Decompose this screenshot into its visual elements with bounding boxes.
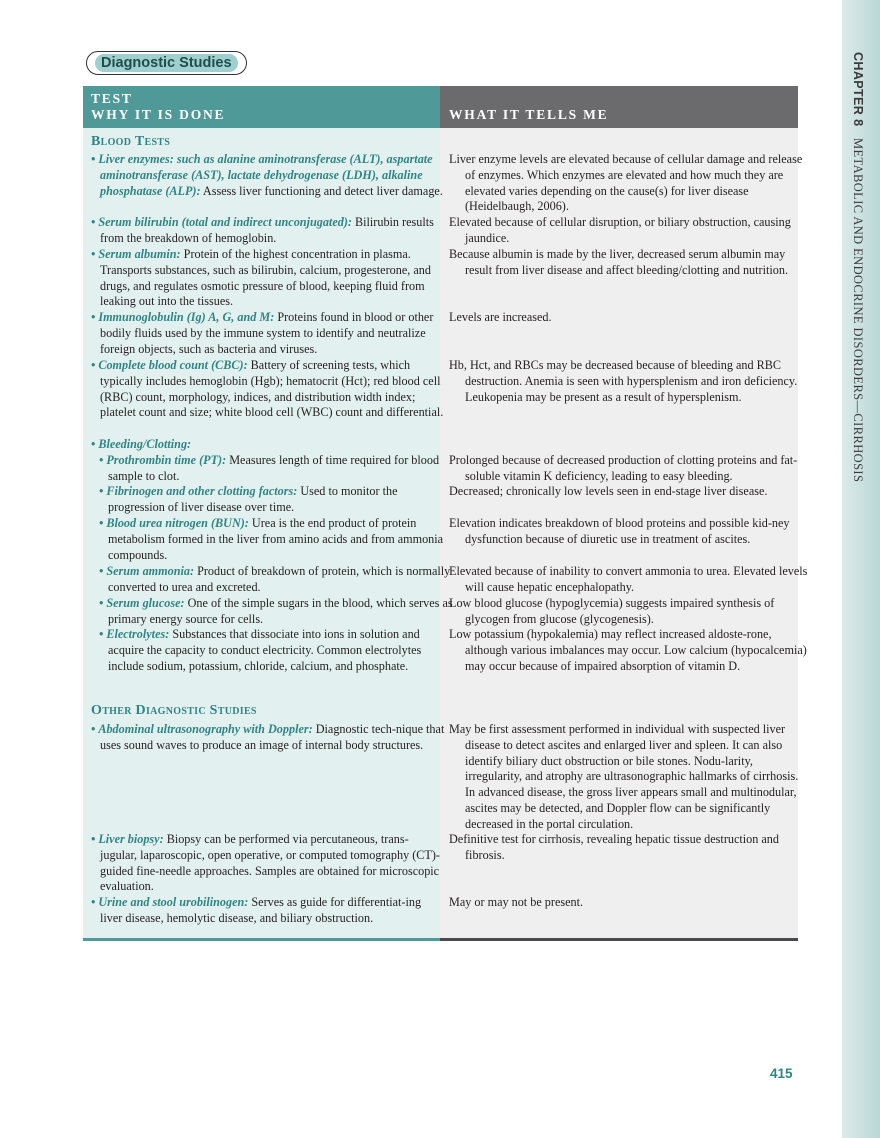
bottom-rule-left [83, 938, 440, 941]
test-term: Prothrombin time (PT): [106, 453, 227, 467]
test-desc: Serves as guide for differentiat-ing liver disease, hemolytic disease, and biliary obstruction. [100, 895, 422, 925]
test-term: Abdominal ultrasonography with Doppler: [98, 722, 313, 736]
test-desc: Proteins found in blood or other bodily fluids used by the immune system to identify and neutralize foreign objects, such as bacteria and viruses. [100, 310, 434, 356]
test-desc: Used to monitor the progression of liver disease over time. [108, 484, 398, 514]
test-desc: Bilirubin results from the breakdown of hemoglobin. [100, 215, 434, 245]
right-column-header [440, 86, 798, 128]
test-serum-glucose [91, 596, 453, 628]
bullet: • [91, 152, 96, 166]
test-term: Liver enzymes: such as alanine aminotransferase (ALT), aspartate aminotransferase (AST), lactate dehydrogenase (LDH), alkaline phosphatase (ALP): [98, 152, 433, 198]
blood-tests-heading: Blood Tests [91, 134, 171, 149]
bullet: • [91, 215, 96, 229]
bullet: • [99, 453, 104, 467]
header-why: WHY IT IS DONE [91, 107, 226, 122]
test-desc: Diagnostic tech-nique that uses sound waves to produce an image of internal body structures. [100, 722, 445, 752]
test-term: Urine and stool urobilinogen: [98, 895, 249, 909]
test-term: Serum ammonia: [106, 564, 195, 578]
result-urine-stool-urobilinogen: May or may not be present. [449, 895, 584, 909]
test-electrolytes [91, 627, 453, 674]
bullet: • [99, 627, 104, 641]
test-desc: Measures length of time required for blood sample to clot. [108, 453, 440, 483]
left-column-header [83, 86, 440, 128]
page-title: Diagnostic Studies [95, 54, 238, 72]
test-term: Blood urea nitrogen (BUN): [106, 516, 249, 530]
result-fibrinogen: Decreased; chronically low levels seen in end-stage liver disease. [449, 484, 768, 498]
chapter-side-label [850, 52, 865, 482]
test-term: Fibrinogen and other clotting factors: [106, 484, 298, 498]
test-desc: Biopsy can be performed via percutaneous, trans-jugular, laparoscopic, open operative, or computed tomography (CT)-guided fine-needle approaches. Samples are obtained for microscopic evaluation. [100, 832, 440, 894]
result-bun: Elevation indicates breakdown of blood proteins and possible kid-ney dysfunction because of diuretic use in treatment of ascites. [449, 516, 790, 546]
test-term: Serum glucose: [106, 596, 185, 610]
bullet: • [99, 596, 104, 610]
header-what: WHAT IT TELLS ME [449, 107, 609, 122]
test-abdominal-ultrasonography [91, 722, 445, 754]
test-term: Bleeding/Clotting: [98, 437, 192, 451]
test-desc: Product of breakdown of protein, which is normally converted to urea and excreted. [108, 564, 451, 594]
result-serum-glucose: Low blood glucose (hypoglycemia) suggests impaired synthesis of glycogen from glucose (glycogenesis). [449, 596, 775, 626]
test-desc: Protein of the highest concentration in plasma. Transports substances, such as bilirubin, calcium, progesterone, and drugs, and regulates osmotic pressure of blood, keeping fluid from leaking out into the tissues. [100, 247, 431, 309]
test-term: Electrolytes: [106, 627, 170, 641]
bullet: • [99, 516, 104, 530]
result-prothrombin-time: Prolonged because of decreased production of clotting proteins and fat-soluble vitamin K deficiency, leading to easy bleeding. [449, 453, 798, 483]
test-fibrinogen [91, 484, 453, 516]
test-desc: Battery of screening tests, which typically includes hemoglobin (Hgb); hematocrit (Hct); red blood cell (RBC) count, morphology, indices, and distribution width index; platelet count and size; white blood cell (WBC) count and differential. [100, 358, 444, 420]
diagnostic-table [83, 86, 808, 940]
test-bun [91, 516, 453, 563]
bullet: • [99, 564, 104, 578]
bullet: • [91, 247, 96, 261]
test-term: Serum bilirubin (total and indirect unconjugated): [98, 215, 352, 229]
result-electrolytes: Low potassium (hypokalemia) may reflect increased aldoste-rone, although various imbalances may occur. Low calcium (hypocalcemia) may occur because of impaired absorption of vitamin D. [449, 627, 807, 673]
result-abdominal-ultrasonography: May be first assessment performed in individual with suspected liver disease to detect ascites and enlarged liver and spleen. It can also identify biliary duct obstruction or bile stones. Nodu-larity, irregularity, and atrophy are ultrasonographic hallmarks of cirrhosis. In advanced disease, the gross liver appears small and multinodular, ascites may be detected, and Doppler flow can be significantly decreased in the portal circulation. [449, 722, 799, 831]
bottom-rule-right [440, 938, 798, 941]
page-number: 415 [770, 1066, 793, 1081]
header-test: TEST [91, 91, 133, 106]
test-term: Immunoglobulin (Ig) A, G, and M: [98, 310, 275, 324]
test-desc: Assess liver functioning and detect liver damage. [200, 183, 443, 198]
test-serum-ammonia [91, 564, 453, 596]
bullet: • [91, 895, 96, 909]
bullet: • [91, 358, 96, 372]
test-desc: One of the simple sugars in the blood, which serves as primary energy source for cells. [108, 596, 453, 626]
test-liver-biopsy [91, 832, 445, 895]
test-desc: Urea is the end product of protein metabolism formed in the liver from amino acids and from ammonia compounds. [108, 516, 444, 562]
bullet: • [91, 437, 96, 451]
test-liver-enzymes [91, 152, 445, 199]
test-bleeding-clotting [91, 437, 445, 453]
test-immunoglobulin [91, 310, 445, 357]
result-immunoglobulin: Levels are increased. [449, 310, 552, 324]
test-urine-stool-urobilinogen [91, 895, 445, 927]
test-term: Complete blood count (CBC): [98, 358, 248, 372]
bullet: • [99, 484, 104, 498]
section-title-pill [86, 51, 247, 75]
test-serum-bilirubin [91, 215, 445, 247]
result-liver-biopsy: Definitive test for cirrhosis, revealing hepatic tissue destruction and fibrosis. [449, 832, 779, 862]
test-serum-albumin [91, 247, 445, 310]
test-desc: Substances that dissociate into ions in solution and acquire the capacity to conduct electricity. Common electrolytes include sodium, potassium, chloride, calcium, and phosphate. [108, 627, 422, 673]
bullet: • [91, 310, 96, 324]
chapter-number: CHAPTER 8 [851, 52, 865, 127]
test-cbc [91, 358, 445, 421]
test-prothrombin-time [91, 453, 453, 485]
other-studies-heading: Other Diagnostic Studies [91, 703, 257, 718]
result-serum-bilirubin: Elevated because of cellular disruption, or biliary obstruction, causing jaundice. [449, 215, 791, 245]
result-serum-ammonia: Elevated because of inability to convert ammonia to urea. Elevated levels will cause hepatic encephalopathy. [449, 564, 808, 594]
test-term: Liver biopsy: [98, 832, 164, 846]
result-liver-enzymes: Liver enzyme levels are elevated because of cellular damage and release of enzymes. Which enzymes are elevated and how much they are elevated varies depending on the cause(s) for liver disease (Heidelbaugh, 2006). [449, 152, 803, 214]
bullet: • [91, 722, 96, 736]
bullet: • [91, 832, 96, 846]
test-term: Serum albumin: [98, 247, 181, 261]
result-serum-albumin: Because albumin is made by the liver, decreased serum albumin may result from liver disease and affect bleeding/clotting and nutrition. [449, 247, 788, 277]
chapter-title: METABOLIC AND ENDOCRINE DISORDERS—CIRRHOSIS [851, 137, 865, 483]
result-cbc: Hb, Hct, and RBCs may be decreased because of bleeding and RBC destruction. Anemia is seen with hypersplenism and iron deficiency. Leukopenia may be present as a result of hypersplenism. [449, 358, 798, 404]
